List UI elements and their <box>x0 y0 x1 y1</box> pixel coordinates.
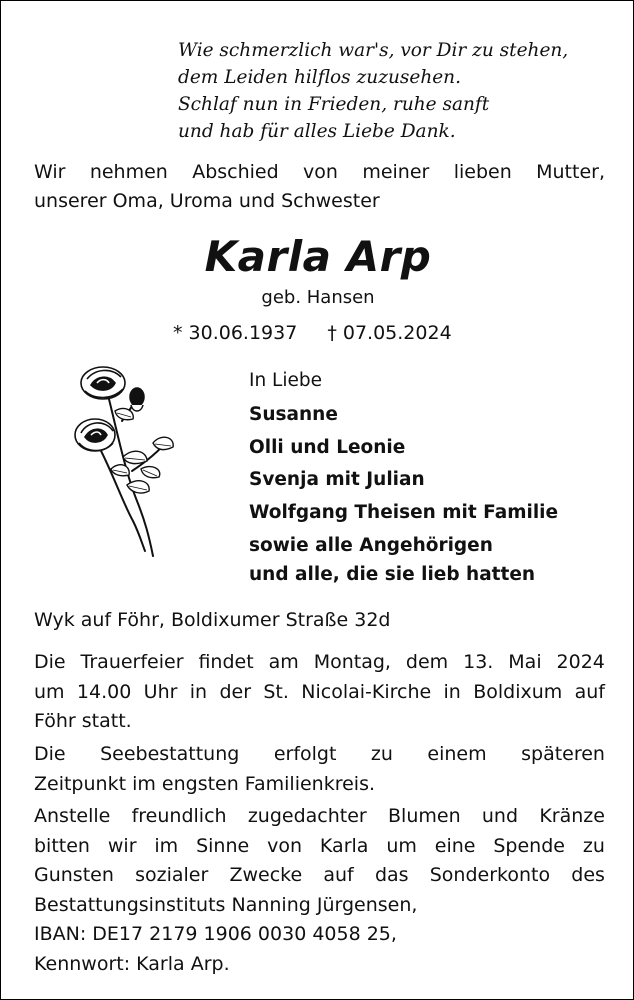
mourners-closing: und alle, die sie lieb hatten <box>249 564 536 585</box>
burial-info <box>34 740 605 799</box>
mourner-name: Olli und Leonie <box>249 436 406 458</box>
funeral-line: Föhr statt. <box>34 710 132 732</box>
mourner-name: Wolfgang Theisen mit Familie <box>249 501 559 523</box>
poem-line: Wie schmerzlich war's, vor Dir zu stehen, <box>178 40 569 61</box>
maiden-name: geb. Hansen <box>261 287 375 308</box>
intro-line: unserer Oma, Uroma und Schwester <box>34 190 380 212</box>
mourners-closing: sowie alle Angehörigen <box>249 535 493 556</box>
mourner-name: Susanne <box>249 404 338 425</box>
donation-line: Gunsten sozialer Zwecke auf das Sonderkonto des <box>34 864 605 886</box>
intro-line: Wir nehmen Abschied von meiner lieben Mutter, <box>34 161 605 183</box>
burial-line: Die Seebestattung erfolgt zu einem späteren <box>34 743 605 765</box>
burial-line: Zeitpunkt im engsten Familienkreis. <box>34 772 376 795</box>
rose-icon <box>67 361 179 561</box>
mourner-name: Svenja mit Julian <box>249 469 425 490</box>
donation-keyword: Kennwort: Karla Arp. <box>34 952 230 975</box>
funeral-info <box>34 648 605 737</box>
mourners-list <box>249 399 558 589</box>
deceased-name: Karla Arp <box>204 232 432 281</box>
mourner-address: Wyk auf Föhr, Boldixumer Straße 32d <box>34 609 391 631</box>
donation-line: bitten wir im Sinne von Karla um eine Spende zu <box>34 834 605 857</box>
poem-line: Schlaf nun in Frieden, ruhe sanft <box>178 94 490 115</box>
birth-date: * 30.06.1937 <box>173 322 298 344</box>
poem-line: und hab für alles Liebe Dank. <box>178 121 456 142</box>
donation-line: Bestattungsinstituts Nanning Jürgensen, <box>34 893 418 916</box>
donation-info <box>34 802 605 979</box>
donation-line: Anstelle freundlich zugedachter Blumen und Kränze <box>34 805 605 827</box>
funeral-line: um 14.00 Uhr in der St. Nicolai-Kirche in Boldixum auf <box>34 680 605 703</box>
poem-line: dem Leiden hilflos zuzusehen. <box>178 67 461 88</box>
mourners-intro: In Liebe <box>249 370 323 391</box>
donation-iban: IBAN: DE17 2179 1906 0030 4058 25, <box>34 923 397 945</box>
farewell-intro <box>34 158 605 216</box>
poem <box>178 37 618 145</box>
death-date: † 07.05.2024 <box>327 322 452 344</box>
funeral-line: Die Trauerfeier findet am Montag, dem 13. Mai 2024 <box>34 651 605 673</box>
life-dates <box>173 319 473 347</box>
